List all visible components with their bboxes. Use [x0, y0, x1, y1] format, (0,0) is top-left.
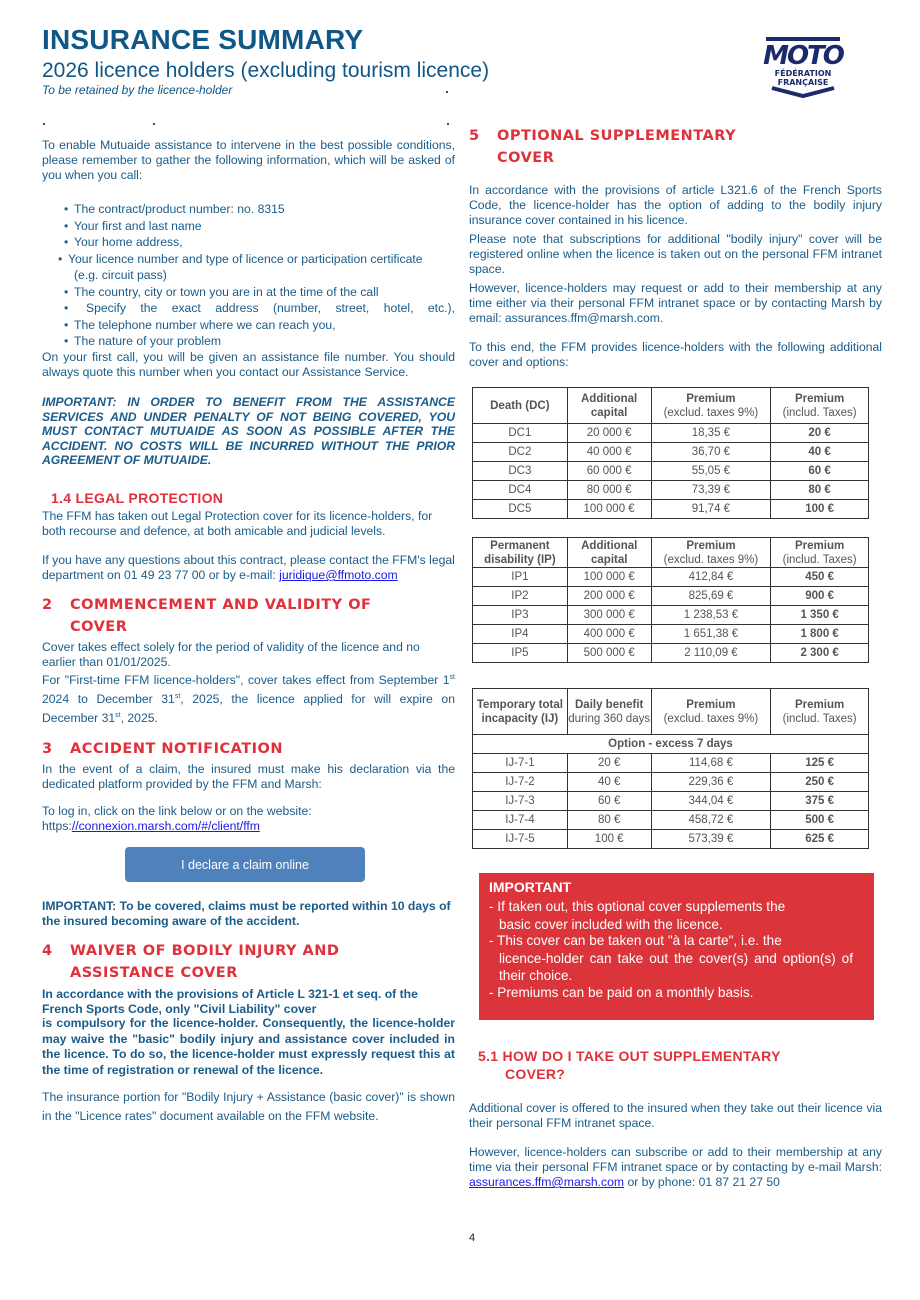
assistance-important: IMPORTANT: IN ORDER TO BENEFIT FROM THE ASSISTANCE SERVICES AND UNDER PENALTY OF NOT BEING COVERED, YOU MUST CONTACT MUTUAIDE AS SOON AS POSSIBLE AFTER THE ACCIDENT. NO COSTS WILL BE INCURRED WITHOUT THE PRIOR AGREEMENT OF MUTUAIDE. [42, 395, 455, 467]
table-cell: 2 110,09 € [651, 644, 771, 663]
table-cell: 229,36 € [651, 773, 771, 792]
checklist-item: • Your home address, [42, 234, 455, 251]
table-cell: 100 000 € [567, 568, 651, 587]
table-row [473, 481, 869, 500]
section2-p1: Cover takes effect solely for the period of validity of the licence and no earlier than 01/01/2025. [42, 640, 420, 669]
death-cover-table [472, 387, 869, 519]
table-cell: 500 € [771, 811, 869, 830]
legal-heading: 1.4 LEGAL PROTECTION [51, 490, 224, 506]
claim-deadline-important: IMPORTANT: To be covered, claims must be reported within 10 days of the insured becoming aware of the accident. [42, 899, 451, 928]
table-cell: 114,68 € [651, 754, 771, 773]
table-cell: 40 € [567, 773, 651, 792]
table-cell: IP3 [473, 606, 568, 625]
table-cell: 300 000 € [567, 606, 651, 625]
checklist-item: • Your licence number and type of licence or participation certificate (e.g. circuit pass) [42, 251, 455, 284]
table-cell: IJ-7-1 [473, 754, 568, 773]
table-cell: 73,39 € [651, 481, 771, 500]
table-row [473, 773, 869, 792]
checklist-item: • The contract/product number: no. 8315 [42, 201, 455, 218]
checklist-item: • The country, city or town you are in at the time of the call [42, 284, 455, 301]
file-number-note: On your first call, you will be given an assistance file number. You should always quote this number when you contact our Assistance Service. [42, 349, 455, 379]
table-row [473, 811, 869, 830]
table-cell: IJ-7-5 [473, 830, 568, 849]
column-header: Daily benefit during 360 days [567, 689, 651, 735]
stray-dot [447, 123, 449, 125]
section4-bold-l1: In accordance with the provisions of Article L 321-1 et seq. of the French Sports Code, only "Civil Liability" cover [42, 987, 418, 1016]
table-cell: 20 € [771, 424, 869, 443]
table-row [473, 644, 869, 663]
section2-heading: 2 COMMENCEMENT AND VALIDITY OF COVER [42, 597, 372, 635]
table-cell: 100 € [771, 500, 869, 519]
table-cell: 1 238,53 € [651, 606, 771, 625]
table-cell: 900 € [771, 587, 869, 606]
table-cell: DC1 [473, 424, 568, 443]
section5-p4: To this end, the FFM provides licence-holders with the following additional cover and options: [469, 340, 882, 369]
table-cell: 55,05 € [651, 462, 771, 481]
table-cell: IJ-7-4 [473, 811, 568, 830]
column-header: Additional capital [567, 538, 651, 568]
page-number: 4 [469, 1232, 476, 1244]
section3-heading: 3 ACCIDENT NOTIFICATION [42, 741, 283, 757]
legal-protection-section [42, 489, 455, 583]
info-checklist [42, 201, 455, 350]
marsh-email-link[interactable]: assurances.ffm@marsh.com [469, 1175, 625, 1189]
table-cell: 200 000 € [567, 587, 651, 606]
column-header: Death (DC) [473, 388, 568, 424]
table-cell: 1 800 € [771, 625, 869, 644]
table-cell: IJ-7-3 [473, 792, 568, 811]
retain-note: To be retained by the licence-holder [42, 83, 233, 97]
table-cell: 60 € [567, 792, 651, 811]
table-cell: DC4 [473, 481, 568, 500]
permanent-disability-table [472, 537, 869, 663]
table-row [473, 568, 869, 587]
column-header: Premium (includ. Taxes) [771, 538, 869, 568]
column-header: Premium (includ. Taxes) [771, 689, 869, 735]
section-3 [42, 738, 455, 834]
section5-p3: However, licence-holders may request or add to their membership at any time either via their personal FFM intranet space or by contacting Marsh by email: assurances.ffm@marsh.com. [469, 281, 882, 325]
table-row [473, 830, 869, 849]
table-row [473, 500, 869, 519]
section2-p2: For "First-time FFM licence-holders", cover takes effect from September 1st 2024 to December 31st, 2025, the licence applied for will expire on December 31st, 2025. [42, 673, 455, 725]
table-row [473, 424, 869, 443]
section5-p1: In accordance with the provisions of article L321.6 of the French Sports Code, the licence-holder has the option of adding to the bodily injury insurance cover contained in his licence. [469, 183, 882, 227]
table-cell: 625 € [771, 830, 869, 849]
legal-p1: The FFM has taken out Legal Protection cover for its licence-holders, for both recourse and defence, at both amicable and judicial levels. [42, 509, 433, 538]
option-label: Option - excess 7 days [473, 735, 869, 754]
claim-url: https://connexion.marsh.com/#/client/ffm [42, 819, 260, 833]
table-row [473, 792, 869, 811]
table-cell: 125 € [771, 754, 869, 773]
table-cell: 1 350 € [771, 606, 869, 625]
section5-p2: Please note that subscriptions for additional "bodily injury" cover will be registered online when the licence is taken out on the personal FFM intranet space. [469, 232, 882, 276]
table-cell: 573,39 € [651, 830, 771, 849]
table-row [473, 443, 869, 462]
table-cell: 100 € [567, 830, 651, 849]
important-box [479, 873, 874, 1020]
table-cell: 60 000 € [567, 462, 651, 481]
table-cell: 60 € [771, 462, 869, 481]
checklist-item: • Your first and last name [42, 218, 455, 235]
table-row [473, 625, 869, 644]
section4-heading: 4 WAIVER OF BODILY INJURY AND ASSISTANCE COVER [42, 943, 340, 981]
claim-platform-link[interactable]: //connexion.marsh.com/#/client/ffm [71, 819, 260, 833]
table-cell: 20 000 € [567, 424, 651, 443]
table-cell: IP4 [473, 625, 568, 644]
logo-line2: FRANÇAISE [777, 78, 829, 87]
assistance-intro: To enable Mutuaide assistance to intervene in the best possible conditions, please remember to gather the following information, which will be asked of you when you call: [42, 138, 455, 182]
section51-p2: However, licence-holders can subscribe or add to their membership at any time via their personal FFM intranet space or by contacting by e-mail Marsh: assurances.ffm@marsh.com or by phone: 01 87 21 27 50 [469, 1145, 882, 1189]
table-cell: 100 000 € [567, 500, 651, 519]
column-header: Premium (exclud. taxes 9%) [651, 388, 771, 424]
table-header-row [473, 689, 869, 735]
table-cell: 91,74 € [651, 500, 771, 519]
legal-p2: If you have any questions about this contract, please contact the FFM's legal department on 01 49 23 77 00 or by e-mail: juridique@ffmoto.com [42, 553, 455, 582]
table-cell: DC5 [473, 500, 568, 519]
column-header: Premium (includ. Taxes) [771, 388, 869, 424]
checklist-item: • Specify the exact address (number, street, hotel, etc.), [42, 300, 455, 317]
stray-dot [153, 123, 155, 125]
ffm-moto-logo [758, 34, 848, 100]
table-cell: 80 000 € [567, 481, 651, 500]
logo-line1: FÉDÉRATION [774, 69, 832, 78]
table-cell: 80 € [567, 811, 651, 830]
table-row [473, 462, 869, 481]
section-4 [42, 940, 455, 1126]
table-cell: 1 651,38 € [651, 625, 771, 644]
column-header: Temporary total incapacity (IJ) [473, 689, 568, 735]
important-item: - This cover can be taken out "à la carte", i.e. the licence-holder can take out the cover(s) and option(s) of their choice. [489, 933, 853, 983]
section4-bold-l2: is compulsory for the licence-holder. Consequently, the licence-holder may waive the "basic" bodily injury and assistance cover included in the licence. To do so, the licence-holder must expressly request this at the time of registration or renewal of the licence. [42, 1016, 455, 1077]
table-header-row [473, 388, 869, 424]
option-row [473, 735, 869, 754]
table-cell: IJ-7-2 [473, 773, 568, 792]
table-cell: 40 € [771, 443, 869, 462]
table-cell: 412,84 € [651, 568, 771, 587]
table-cell: 40 000 € [567, 443, 651, 462]
table-cell: 400 000 € [567, 625, 651, 644]
assistance-section [42, 138, 455, 380]
page-subtitle: 2026 licence holders (excluding tourism licence) [42, 59, 490, 82]
declare-claim-button[interactable]: I declare a claim online [125, 847, 365, 882]
column-header: Permanent disability (IP) [473, 538, 568, 568]
legal-email-link[interactable]: juridique@ffmoto.com [279, 568, 398, 582]
table-header-row [473, 538, 869, 568]
table-cell: DC3 [473, 462, 568, 481]
column-header: Premium (exclud. taxes 9%) [651, 689, 771, 735]
section3-p1: In the event of a claim, the insured must make his declaration via the dedicated platform provided by the FFM and Marsh: [42, 762, 455, 791]
stray-dot [446, 91, 448, 93]
section5-heading: 5 OPTIONAL SUPPLEMENTARY COVER [469, 128, 737, 166]
section3-p2: To log in, click on the link below or on the website: [42, 804, 312, 818]
table-cell: 500 000 € [567, 644, 651, 663]
table-cell: 80 € [771, 481, 869, 500]
table-row [473, 754, 869, 773]
table-row [473, 587, 869, 606]
section-5 [469, 125, 882, 370]
table-cell: DC2 [473, 443, 568, 462]
stray-dot [43, 123, 45, 125]
logo-word: MOTO [763, 41, 843, 71]
checklist-item: • The nature of your problem [42, 333, 455, 350]
checklist-item: • The telephone number where we can reach you, [42, 317, 455, 334]
column-header: Additional capital [567, 388, 651, 424]
table-cell: 375 € [771, 792, 869, 811]
important-title: IMPORTANT [489, 879, 572, 895]
column-header: Premium (exclud. taxes 9%) [651, 538, 771, 568]
important-item: - Premiums can be paid on a monthly basis. [489, 985, 754, 1000]
table-cell: IP2 [473, 587, 568, 606]
table-cell: 20 € [567, 754, 651, 773]
section-5-1 [469, 1047, 882, 1190]
page-title: INSURANCE SUMMARY [42, 24, 364, 55]
table-cell: 250 € [771, 773, 869, 792]
table-cell: IP1 [473, 568, 568, 587]
section51-heading: 5.1 HOW DO I TAKE OUT SUPPLEMENTARY COVER? [478, 1048, 781, 1082]
table-row [473, 606, 869, 625]
table-cell: 450 € [771, 568, 869, 587]
section51-p1: Additional cover is offered to the insured when they take out their licence via their personal FFM intranet space. [469, 1101, 882, 1130]
table-cell: 458,72 € [651, 811, 771, 830]
section4-p: The insurance portion for "Bodily Injury + Assistance (basic cover)" is shown in the "Licence rates" document available on the FFM website. [42, 1090, 455, 1123]
table-cell: 18,35 € [651, 424, 771, 443]
table-cell: 825,69 € [651, 587, 771, 606]
table-cell: 344,04 € [651, 792, 771, 811]
table-cell: 36,70 € [651, 443, 771, 462]
table-cell: 2 300 € [771, 644, 869, 663]
section-2 [42, 594, 455, 728]
table-cell: IP5 [473, 644, 568, 663]
important-item: - If taken out, this optional cover supplements the basic cover included with the licence. [489, 899, 786, 932]
temporary-incapacity-table [472, 688, 869, 849]
